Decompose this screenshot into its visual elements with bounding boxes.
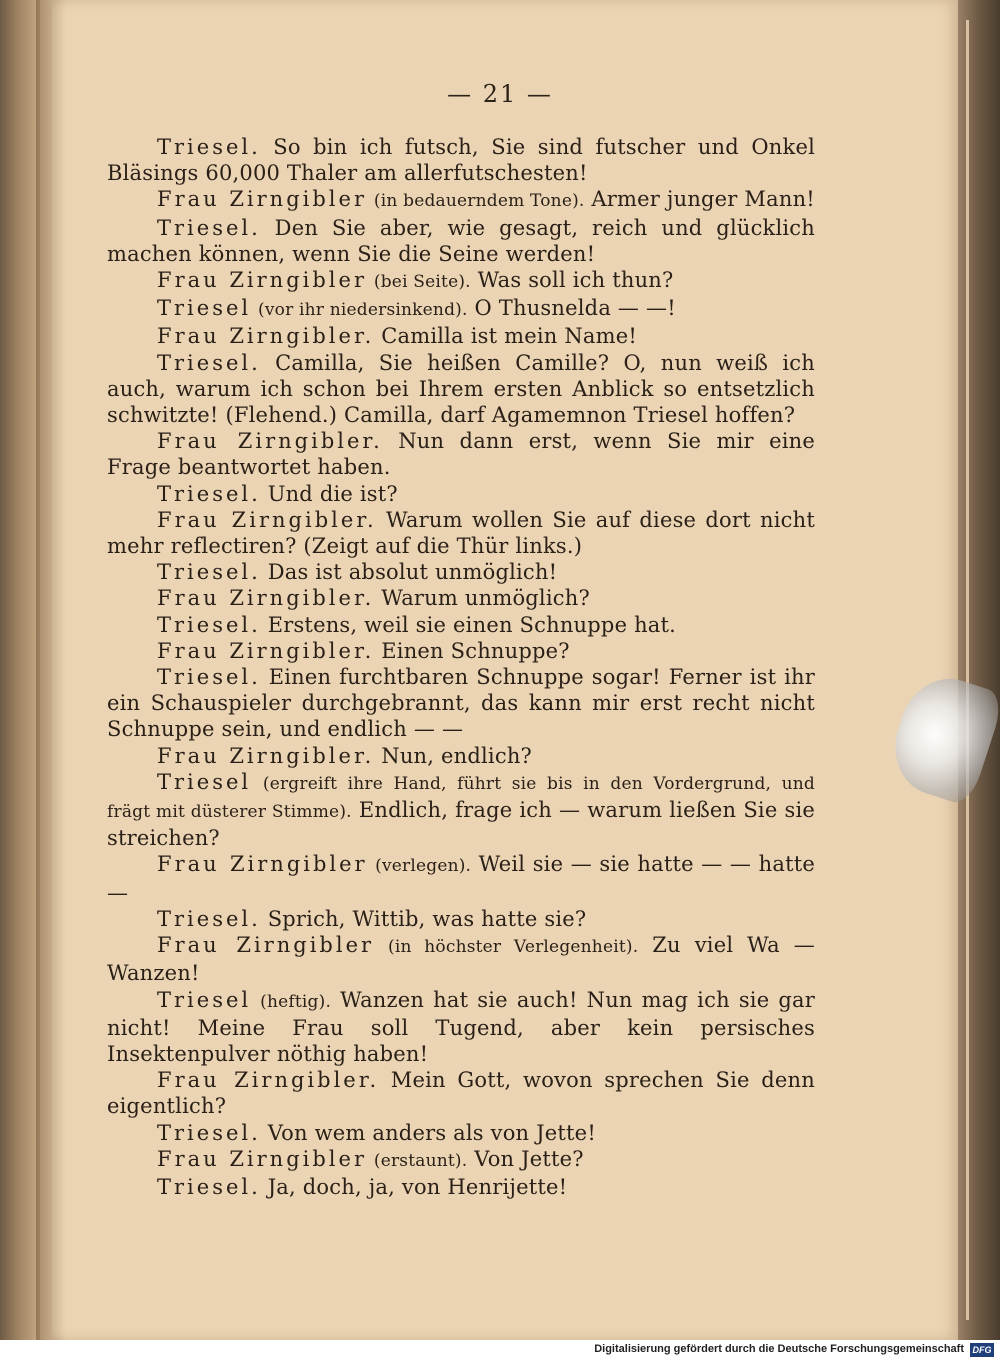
- dialogue-paragraph: [107, 428, 815, 480]
- dialogue-paragraph: [107, 1067, 815, 1119]
- speaker-name: Frau Zirngibler.: [157, 1068, 380, 1093]
- dialogue-text: Erstens, weil sie einen Schnuppe hat.: [267, 612, 677, 637]
- binding-shadow: [36, 0, 66, 1340]
- dialogue-paragraph: [107, 1120, 815, 1146]
- stage-direction: (verlegen).: [375, 856, 472, 877]
- speaker-name: Triesel.: [157, 612, 261, 637]
- speaker-name: Triesel: [157, 769, 252, 794]
- dialogue-text: Sprich, Wittib, was hatte sie?: [267, 906, 587, 931]
- dialogue-text: Camilla ist mein Name!: [381, 324, 638, 349]
- dialogue-paragraph: [107, 507, 815, 559]
- speaker-name: Triesel.: [157, 560, 261, 585]
- speaker-name: Triesel: [157, 296, 252, 321]
- dialogue-text: Das ist absolut unmöglich!: [267, 560, 558, 585]
- dialogue-paragraph: [107, 350, 815, 429]
- speaker-name: Frau Zirngibler: [157, 187, 367, 212]
- dialogue-text: Armer junger Mann!: [591, 187, 815, 212]
- footer-bar: [0, 1340, 1000, 1361]
- speaker-name: Frau Zirngibler: [157, 268, 367, 293]
- dialogue-paragraph: [107, 987, 815, 1068]
- dialogue-paragraph: [107, 267, 815, 295]
- speaker-name: Frau Zirngibler.: [157, 586, 375, 611]
- dialogue-paragraph: [107, 134, 815, 186]
- dialogue-paragraph: [107, 743, 815, 769]
- page-number: — 21 —: [447, 80, 553, 108]
- stage-direction: (erstaunt).: [373, 1150, 468, 1171]
- speaker-name: Triesel.: [157, 1174, 261, 1199]
- dialogue-text: Den Sie aber, wie gesagt, reich und glücklich machen können, wenn Sie die Seine werden!: [107, 215, 815, 266]
- speaker-name: Triesel.: [157, 906, 261, 931]
- dialogue-text: Zu viel Wa — Wanzen!: [107, 933, 815, 986]
- dialogue-text: Ja, doch, ja, von Henrijette!: [267, 1174, 568, 1199]
- dialogue-text: Einen Schnuppe?: [381, 638, 570, 663]
- dialogue-text: Einen furchtbaren Schnuppe sogar! Ferner ist ihr ein Schauspieler durchgebrannt, das kann mir erst recht nicht Schnuppe sein, und endlich — —: [107, 665, 815, 742]
- dialogue-paragraph: [107, 559, 815, 585]
- play-text: [107, 134, 815, 1200]
- dialogue-text: Mein Gott, wovon sprechen Sie denn eigentlich?: [107, 1068, 815, 1119]
- dialogue-text: So bin ich futsch, Sie sind futscher und Onkel Bläsings 60,000 Thaler am allerfutschesten!: [107, 135, 815, 186]
- dialogue-paragraph: [107, 932, 815, 986]
- dialogue-paragraph: [107, 851, 815, 905]
- stage-direction: (ergreift ihre Hand, führt sie bis in den Vordergrund, und frägt mit düsterer Stimme).: [107, 773, 815, 823]
- footer-credit: Digitalisierung gefördert durch die Deutsche Forschungsgemeinschaft: [594, 1343, 964, 1355]
- dialogue-paragraph: [107, 638, 815, 664]
- dialogue-text: Warum wollen Sie auf diese dort nicht mehr reflectiren? (Zeigt auf die Thür links.): [107, 507, 815, 559]
- dialogue-text: Was soll ich thun?: [477, 268, 674, 293]
- dialogue-text: Endlich, frage ich — warum ließen Sie sie streichen?: [107, 798, 816, 851]
- dialogue-text: Nun, endlich?: [381, 743, 532, 768]
- dialogue-text: Weil sie — sie hatte — — hatte —: [107, 852, 815, 905]
- speaker-name: Triesel.: [157, 1120, 261, 1145]
- dialogue-paragraph: [107, 612, 815, 638]
- dialogue-paragraph: [107, 906, 815, 932]
- stage-direction: (bei Seite).: [373, 272, 471, 293]
- speaker-name: Frau Zirngibler.: [157, 638, 375, 663]
- dialogue-paragraph: [107, 295, 815, 323]
- dialogue-text: Wanzen hat sie auch! Nun mag ich sie gar nicht! Meine Frau soll Tugend, aber kein persisches Insektenpulver nöthig haben!: [107, 987, 815, 1066]
- dialogue-text: Warum unmöglich?: [381, 586, 590, 611]
- speaker-name: Triesel.: [157, 481, 261, 506]
- right-page-edges: [958, 0, 1000, 1340]
- dialogue-paragraph: [107, 215, 815, 267]
- dialogue-paragraph: [107, 585, 815, 611]
- speaker-name: Frau Zirngibler.: [157, 507, 377, 532]
- dialogue-paragraph: [107, 481, 815, 507]
- dialogue-text: Nun dann erst, wenn Sie mir eine Frage beantwortet haben.: [107, 429, 815, 480]
- dialogue-paragraph: [107, 769, 815, 852]
- dialogue-paragraph: [107, 1146, 815, 1174]
- left-page-edge: [0, 0, 40, 1340]
- speaker-name: Frau Zirngibler: [157, 852, 368, 877]
- speaker-name: Frau Zirngibler: [157, 1146, 367, 1171]
- speaker-name: Frau Zirngibler.: [157, 429, 383, 454]
- stage-direction: (vor ihr niedersinkend).: [258, 300, 468, 321]
- dfg-logo-icon: DFG: [970, 1343, 994, 1357]
- speaker-name: Triesel: [157, 987, 252, 1012]
- dialogue-text: O Thusnelda — —!: [474, 296, 676, 321]
- dialogue-text: Von wem anders als von Jette!: [267, 1120, 596, 1145]
- page-edge-line: [966, 20, 969, 1320]
- speaker-name: Triesel.: [157, 215, 261, 240]
- stage-direction: (in höchster Verlegenheit).: [387, 937, 639, 958]
- stage-direction: (heftig).: [260, 991, 332, 1012]
- speaker-name: Frau Zirngibler.: [157, 324, 375, 349]
- dialogue-paragraph: [107, 323, 815, 349]
- speaker-name: Triesel.: [157, 350, 261, 375]
- speaker-name: Triesel.: [157, 135, 261, 159]
- speaker-name: Frau Zirngibler: [157, 933, 375, 958]
- dialogue-text: Und die ist?: [267, 481, 398, 506]
- dialogue-text: Camilla, Sie heißen Camille? O, nun weiß ich auch, warum ich schon bei Ihrem ersten Anblick so entsetzlich schwitzte! (Flehend.) Camilla, darf Agamemnon Triesel hoffen?: [107, 350, 815, 428]
- speaker-name: Frau Zirngibler.: [157, 743, 375, 768]
- dialogue-paragraph: [107, 1174, 815, 1200]
- stage-direction: (in bedauerndem Tone).: [373, 191, 585, 212]
- dialogue-text: Von Jette?: [474, 1146, 584, 1171]
- dialogue-paragraph: [107, 664, 815, 743]
- speaker-name: Triesel.: [157, 665, 261, 690]
- dialogue-paragraph: [107, 186, 815, 214]
